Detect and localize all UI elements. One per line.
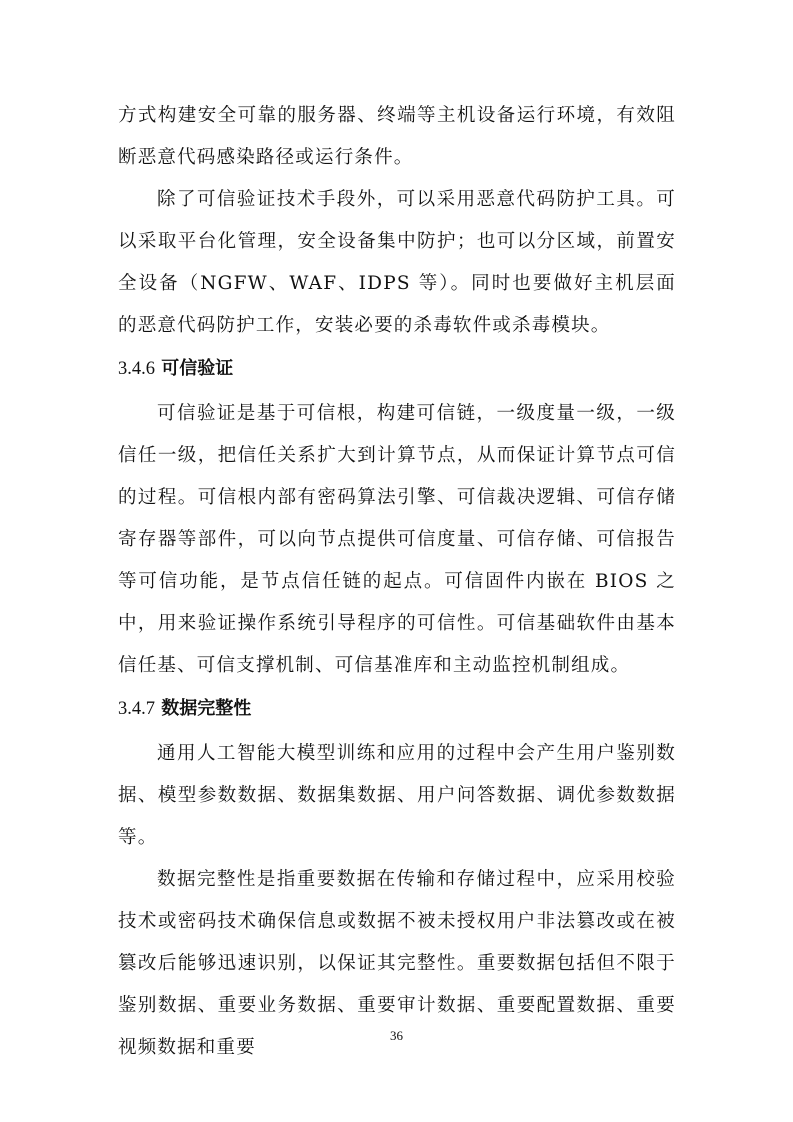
- document-page: [118, 95, 676, 1069]
- page-number: 36: [390, 1028, 403, 1043]
- section-number: 3.4.6: [118, 359, 155, 379]
- paragraph-malware-protection-tools: 除了可信验证技术手段外，可以采用恶意代码防护工具。可以采取平台化管理，安全设备集中防护；也可以分区域，前置安全设备（NGFW、WAF、IDPS 等）。同时也要做好主机层面的恶意代码防护工作，安装必要的杀毒软件或杀毒模块。: [118, 189, 676, 336]
- section-heading-3-4-6: [118, 347, 676, 393]
- section-number: 3.4.7: [118, 699, 155, 719]
- paragraph-trusted-verification: 可信验证是基于可信根，构建可信链，一级度量一级，一级信任一级，把信任关系扩大到计算节点，从而保证计算节点可信的过程。可信根内部有密码算法引擎、可信裁决逻辑、可信存储寄存器等部件，可以向节点提供可信度量、可信存储、可信报告等可信功能，是节点信任链的起点。可信固件内嵌在 BIOS 之中，用来验证操作系统引导程序的可信性。可信基础软件由基本信任基、可信支撑机制、可信基准库和主动监控机制组成。: [118, 403, 676, 676]
- paragraph-malware-environment: 方式构建安全可靠的服务器、终端等主机设备运行环境，有效阻断恶意代码感染路径或运行条件。: [118, 105, 676, 168]
- section-title: 数据完整性: [161, 698, 252, 719]
- paragraph-llm-data-types: 通用人工智能大模型训练和应用的过程中会产生用户鉴别数据、模型参数数据、数据集数据、用户问答数据、调优参数数据等。: [118, 743, 676, 848]
- section-title: 可信验证: [161, 358, 234, 379]
- section-heading-3-4-7: [118, 687, 676, 733]
- paragraph-data-integrity-definition: 数据完整性是指重要数据在传输和存储过程中，应采用校验技术或密码技术确保信息或数据不被未授权用户非法篡改或在被篡改后能够迅速识别，以保证其完整性。重要数据包括但不限于鉴别数据、重要业务数据、重要审计数据、重要配置数据、重要视频数据和重要: [118, 869, 676, 1058]
